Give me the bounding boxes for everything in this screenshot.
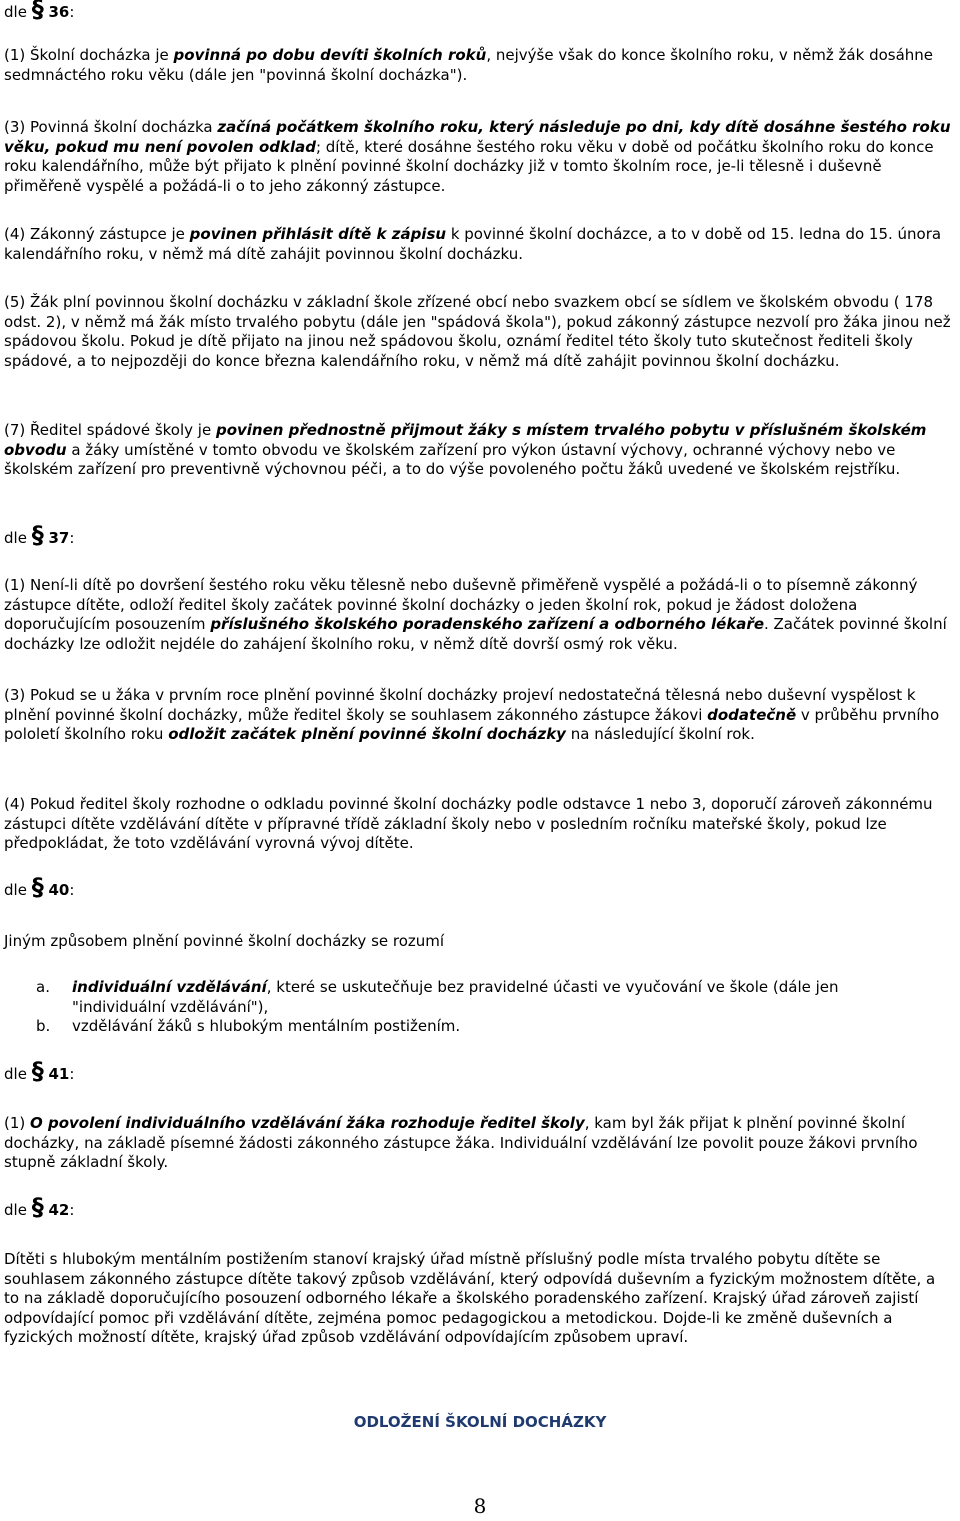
list-item: a. individuální vzdělávání, které se uskutečňuje bez pravidelné účasti ve vyučování ve škole (dále jen "individuální vzdělávání"), [36, 978, 839, 1016]
s37-paragraph-4: (4) Pokud ředitel školy rozhodne o odkladu povinné školní docházky podle odstavce 1 nebo 3, doporučí zároveň zákonnému zástupci dítěte vzdělávání dítěte v přípravné třídě základní školy nebo v posledním ročníku mateřské školy, pokud lze předpokládat, že toto vzdělávání vyrovná vývoj dítěte. [4, 795, 933, 852]
section-37-label: dle § 37: [4, 521, 75, 549]
section-heading: ODLOŽENÍ ŠKOLNÍ DOCHÁZKY [353, 1413, 607, 1431]
s36-paragraph-7: (7) Ředitel spádové školy je povinen přednostně přijmout žáky s místem trvalého pobytu v příslušném školském obvodu a žáky umístěné v tomto obvodu ve školském zařízení pro výkon ústavní výchovy, ochranné výchovy nebo ve školském zařízení pro preventivně výchovnou péči, a to do výše povoleného počtu žáků uvedené ve školském rejstříku. [4, 421, 927, 478]
section-sign-icon: § [31, 873, 44, 901]
s40-list [4, 978, 934, 1037]
section-sign-icon: § [31, 0, 44, 23]
section-sign-icon: § [31, 521, 44, 549]
section-sign-icon: § [31, 1057, 44, 1085]
s36-paragraph-3: (3) Povinná školní docházka začíná počátkem školního roku, který následuje po dni, kdy dítě dosáhne šestého roku věku, pokud mu není povolen odklad; dítě, které dosáhne šestého roku věku v době od počátku školního roku do konce roku kalendářního, může být přijato k plnění povinné školní docházky již v tomto školním roce, je-li tělesně i duševně přiměřeně vyspělé a požádá-li o to jeho zákonný zástupce. [4, 118, 951, 195]
section-36-label: dle § 36: [4, 0, 74, 23]
s41-paragraph-1: (1) O povolení individuálního vzdělávání žáka rozhoduje ředitel školy, kam byl žák přijat k plnění povinné školní docházky, na základě písemné žádosti zákonného zástupce žáka. Individuální vzdělávání lze povolit pouze žákovi prvního stupně základní školy. [4, 1114, 918, 1171]
s40-intro: Jiným způsobem plnění povinné školní docházky se rozumí [4, 932, 445, 950]
section-41-label: dle § 41: [4, 1057, 75, 1085]
s36-paragraph-5: (5) Žák plní povinnou školní docházku v základní škole zřízené obcí nebo svazkem obcí se sídlem ve školském obvodu ( 178 odst. 2), v němž má žák místo trvalého pobytu (dále jen "spádová škola"), pokud zákonný zástupce nezvolí pro žáka jinou než spádovou školu. Pokud je dítě přijato na jinou než spádovou školu, oznámí ředitel této školy tuto skutečnost řediteli školy spádové, a to nejpozději do konce března kalendářního roku, v němž má dítě zahájit povinnou školní docházku. [4, 293, 951, 370]
list-item: b. vzdělávání žáků s hlubokým mentálním postižením. [36, 1017, 461, 1035]
page-number: 8 [473, 1494, 487, 1518]
section-sign-icon: § [31, 1193, 44, 1221]
s36-paragraph-1: (1) Školní docházka je povinná po dobu devíti školních roků, nejvýše však do konce školního roku, v němž žák dosáhne sedmnáctého roku věku (dále jen "povinná školní docházka"). [4, 46, 934, 84]
s37-paragraph-1: (1) Není-li dítě po dovršení šestého roku věku tělesně nebo duševně přiměřeně vyspělé a požádá-li o to písemně zákonný zástupce dítěte, odloží ředitel školy začátek povinné školní docházky o jeden školní rok, pokud je žádost doložena doporučujícím posouzením příslušného školského poradenského zařízení a odborného lékaře. Začátek povinné školní docházky lze odložit nejdéle do zahájení školního roku, v němž dítě dovrší osmý rok věku. [4, 576, 947, 653]
section-42-label: dle § 42: [4, 1193, 75, 1221]
section-40-label: dle § 40: [4, 873, 75, 901]
s37-paragraph-3: (3) Pokud se u žáka v prvním roce plnění povinné školní docházky projeví nedostatečná tělesná nebo duševní vyspělost k plnění povinné školní docházky, může ředitel školy se souhlasem zákonného zástupce žákovi dodatečně v průběhu prvního pololetí školního roku odložit začátek plnění povinné školní docházky na následující školní rok. [4, 686, 940, 743]
s42-paragraph: Dítěti s hlubokým mentálním postižením stanoví krajský úřad místně příslušný podle místa trvalého pobytu dítěte se souhlasem zákonného zástupce dítěte takový způsob vzdělávání, který odpovídá duševním a fyzickým možnostem dítěte, a to na základě doporučujícího posouzení odborného lékaře a školského poradenského zařízení. Krajský úřad zároveň zajistí odpovídající pomoc při vzdělávání dítěte, zejména pomoc pedagogickou a metodickou. Dojde-li ke změně duševních a fyzických možností dítěte, krajský úřad způsob vzdělávání odpovídajícím způsobem upraví. [4, 1250, 936, 1346]
s36-paragraph-4: (4) Zákonný zástupce je povinen přihlásit dítě k zápisu k povinné školní docházce, a to v době od 15. ledna do 15. února kalendářního roku, v němž má dítě zahájit povinnou školní docházku. [4, 225, 942, 263]
